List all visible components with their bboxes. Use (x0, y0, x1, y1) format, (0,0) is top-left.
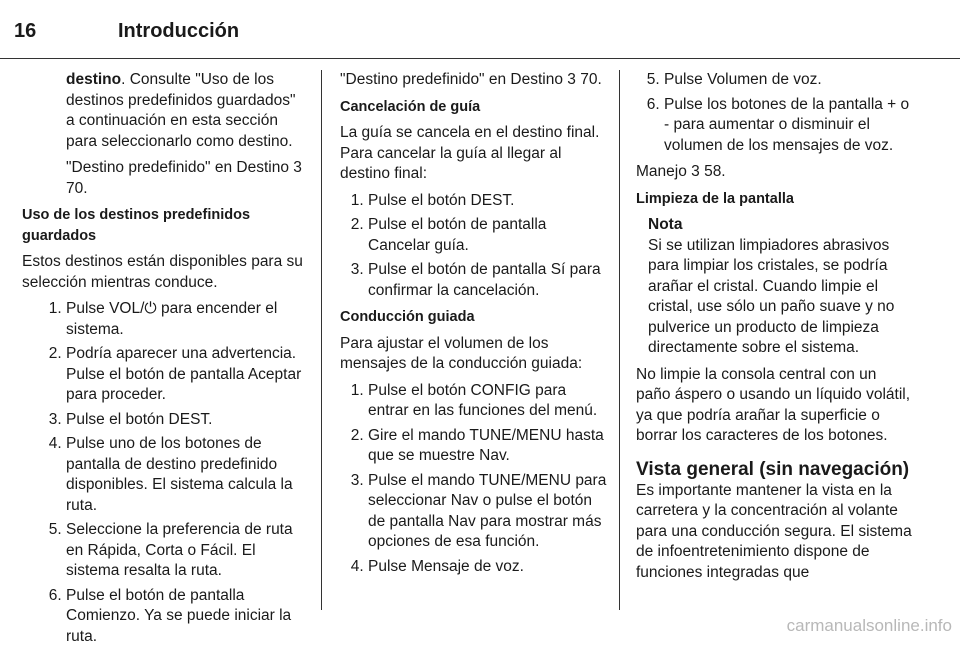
step-list (340, 381, 608, 578)
page-title: Introducción (118, 20, 240, 42)
list-item: 1. Pulse VOL/⏻ para encender el sistema. (66, 299, 304, 340)
paragraph: Estos destinos están disponibles para su selección mientras conduce. (22, 253, 303, 291)
list-item: 4. Pulse Mensaje de voz. (368, 557, 608, 578)
step-list (22, 299, 304, 647)
list-item: 4. Pulse uno de los botones de pantalla de destino predefinido disponibles. El sistema calcula la ruta. (66, 434, 304, 516)
page-number: 16 (14, 20, 37, 42)
step-list (636, 70, 912, 156)
column-divider (321, 70, 322, 610)
paragraph: Para ajustar el volumen de los mensajes de la conducción guiada: (340, 334, 583, 372)
list-item: 5. Seleccione la preferencia de ruta en Rápida, Corta o Fácil. El sistema resalta la ruta. (66, 520, 304, 582)
paragraph: "Destino predefinido" en Destino 3 70. (66, 159, 302, 197)
list-item: 6. Pulse el botón de pantalla Comienzo. Ya se puede iniciar la ruta. (66, 586, 304, 648)
watermark: carmanualsonline.info (786, 616, 952, 635)
note-text: Si se utilizan limpiadores abrasivos para limpiar los cristales, se podría arañar el cristal. Cuando limpie el cristal, use sólo un paño suave y no pulverice un producto de limpieza directamente sobre el sistema. (648, 236, 895, 356)
heading: Conducción guiada (340, 309, 475, 325)
list-item: 3. Pulse el botón DEST. (66, 410, 304, 431)
list-item: 3. Pulse el botón de pantalla Sí para confirmar la cancelación. (368, 260, 608, 301)
list-item: 5. Pulse Volumen de voz. (664, 70, 912, 91)
paragraph: Manejo 3 58. (636, 163, 726, 180)
list-item: 2. Gire el mando TUNE/MENU hasta que se muestre Nav. (368, 426, 608, 467)
page-header (14, 20, 239, 43)
list-item: 1. Pulse el botón DEST. (368, 191, 608, 212)
paragraph: La guía se cancela en el destino final. Para cancelar la guía al llegar al destino final: (340, 124, 600, 182)
heading: Cancelación de guía (340, 98, 481, 115)
header-rule (0, 58, 960, 59)
note-box (648, 215, 912, 359)
list-item: 3. Pulse el mando TUNE/MENU para seleccionar Nav o pulse el botón de pantalla Nav para mostrar más opciones de esa función. (368, 471, 608, 553)
note-heading: Nota (648, 216, 683, 233)
heading: Limpieza de la pantalla (636, 190, 794, 207)
paragraph: "Destino predefinido" en Destino 3 70. (340, 71, 602, 88)
list-item: 1. Pulse el botón CONFIG para entrar en las funciones del menú. (368, 381, 608, 422)
column-3 (636, 70, 912, 589)
heading: Uso de los destinos predefinidos guardados (22, 207, 251, 244)
paragraph: Es importante mantener la vista en la carretera y la concentración al volante para una conducción segura. El sistema de infoentretenimiento dispone de funciones integradas que (636, 481, 912, 581)
list-item: 6. Pulse los botones de la pantalla + o - para aumentar o disminuir el volumen de los mensajes de voz. (664, 95, 912, 157)
column-1 (22, 70, 304, 653)
list-item: 2. Pulse el botón de pantalla Cancelar guía. (368, 215, 608, 256)
step-list (340, 191, 608, 302)
paragraph: destino. Consulte "Uso de los destinos predefinidos guardados" a continuación en esta sección para seleccionarlo como destino. (66, 71, 296, 150)
list-item: 2. Podría aparecer una advertencia. Pulse el botón de pantalla Aceptar para proceder. (66, 344, 304, 406)
column-divider (619, 70, 620, 610)
paragraph: No limpie la consola central con un paño áspero o usando un líquido volátil, ya que podría arañar la superficie o borrar los caracteres de los botones. (636, 365, 911, 444)
section-title: Vista general (sin navegación) (636, 458, 910, 480)
column-2 (340, 70, 608, 583)
